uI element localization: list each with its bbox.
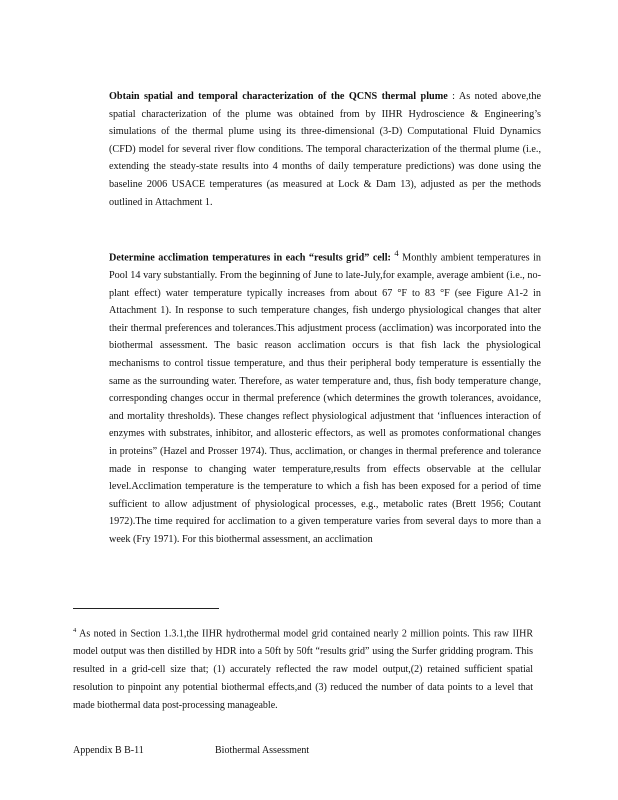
- footnote-reference: 4: [394, 248, 399, 258]
- paragraph-body: Monthly ambient temperatures in Pool 14 vary substantially. From the beginning of June to late-July,for example, average ambient (i.e., no-plant effect) water temperature typically increases from about 67 °F to 83 °F (see Figure A1-2 in Attachment 1). In response to such temperature changes, fish undergo physiological changes that alter their thermal preferences and tolerances.This adjustment process (acclimation) was incorporated into the biothermal assessment. The basic reason acclimation occurs is that fish lack the physiological mechanisms to control tissue temperature, and thus their peripheral body temperature is essentially the same as the surrounding water. Therefore, as water temperature and, thus, fish body temperature change, corresponding changes occur in thermal preference (which determines the growth tolerances, avoidance, and mortality thresholds). These changes reflect physiological adjustment that ‘influences interaction of enzymes with substrates, inhibitor, and allosteric effectors, as well as promotes conformational changes in proteins” (Hazel and Prosser 1974). Thus, acclimation, or changes in thermal preference and tolerance made in response to changing water temperature,results from effects observable at the cellular level.Acclimation temperature is the temperature to which a fish has been exposed for a period of time sufficient to allow adjustment of physiological processes, e.g., metabolic rates (Brett 1956; Coutant 1972).The time required for acclimation to a given temperature varies from several days to more than a week (Fry 1971). For this biothermal assessment, an acclimation: [109, 252, 542, 545]
- footnote: [73, 622, 533, 714]
- paragraph-heading: Obtain spatial and temporal characterization of the QCNS thermal plume: [109, 91, 448, 102]
- paragraph-plume-characterization: [109, 88, 541, 211]
- footnote-separator: [73, 608, 219, 609]
- paragraph-heading: Determine acclimation temperatures in each “results grid” cell:: [109, 252, 391, 264]
- footnote-marker: 4: [73, 627, 77, 634]
- paragraph-acclimation-temperatures: [109, 245, 541, 548]
- paragraph-body: : As noted above,the spatial characterization of the plume was obtained from by IIHR Hydroscience & Engineering’s simulations of the thermal plume using its three-dimensional (3-D) Computational Fluid Dynamics (CFD) model for several river flow conditions. The temporal characterization of the thermal plume (i.e., extending the steady-state results into 4 months of daily temperature predictions) was done using the baseline 2006 USACE temperatures (as measured at Lock & Dam 13), adjusted as per the methods outlined in Attachment 1.: [109, 91, 541, 208]
- footer-page-number: Appendix B B-11: [73, 745, 144, 756]
- footer-section-title: Biothermal Assessment: [215, 745, 310, 756]
- footnote-text: As noted in Section 1.3.1,the IIHR hydrothermal model grid contained nearly 2 million points. This raw IIHR model output was then distilled by HDR into a 50ft by 50ft “results grid” using the Surfer gridding program. This resulted in a grid-cell size that; (1) accurately reflected the raw model output,(2) retained sufficient spatial resolution to pinpoint any potential biothermal effects,and (3) reduced the number of data points to a level that made biothermal data post-processing manageable.: [73, 628, 534, 711]
